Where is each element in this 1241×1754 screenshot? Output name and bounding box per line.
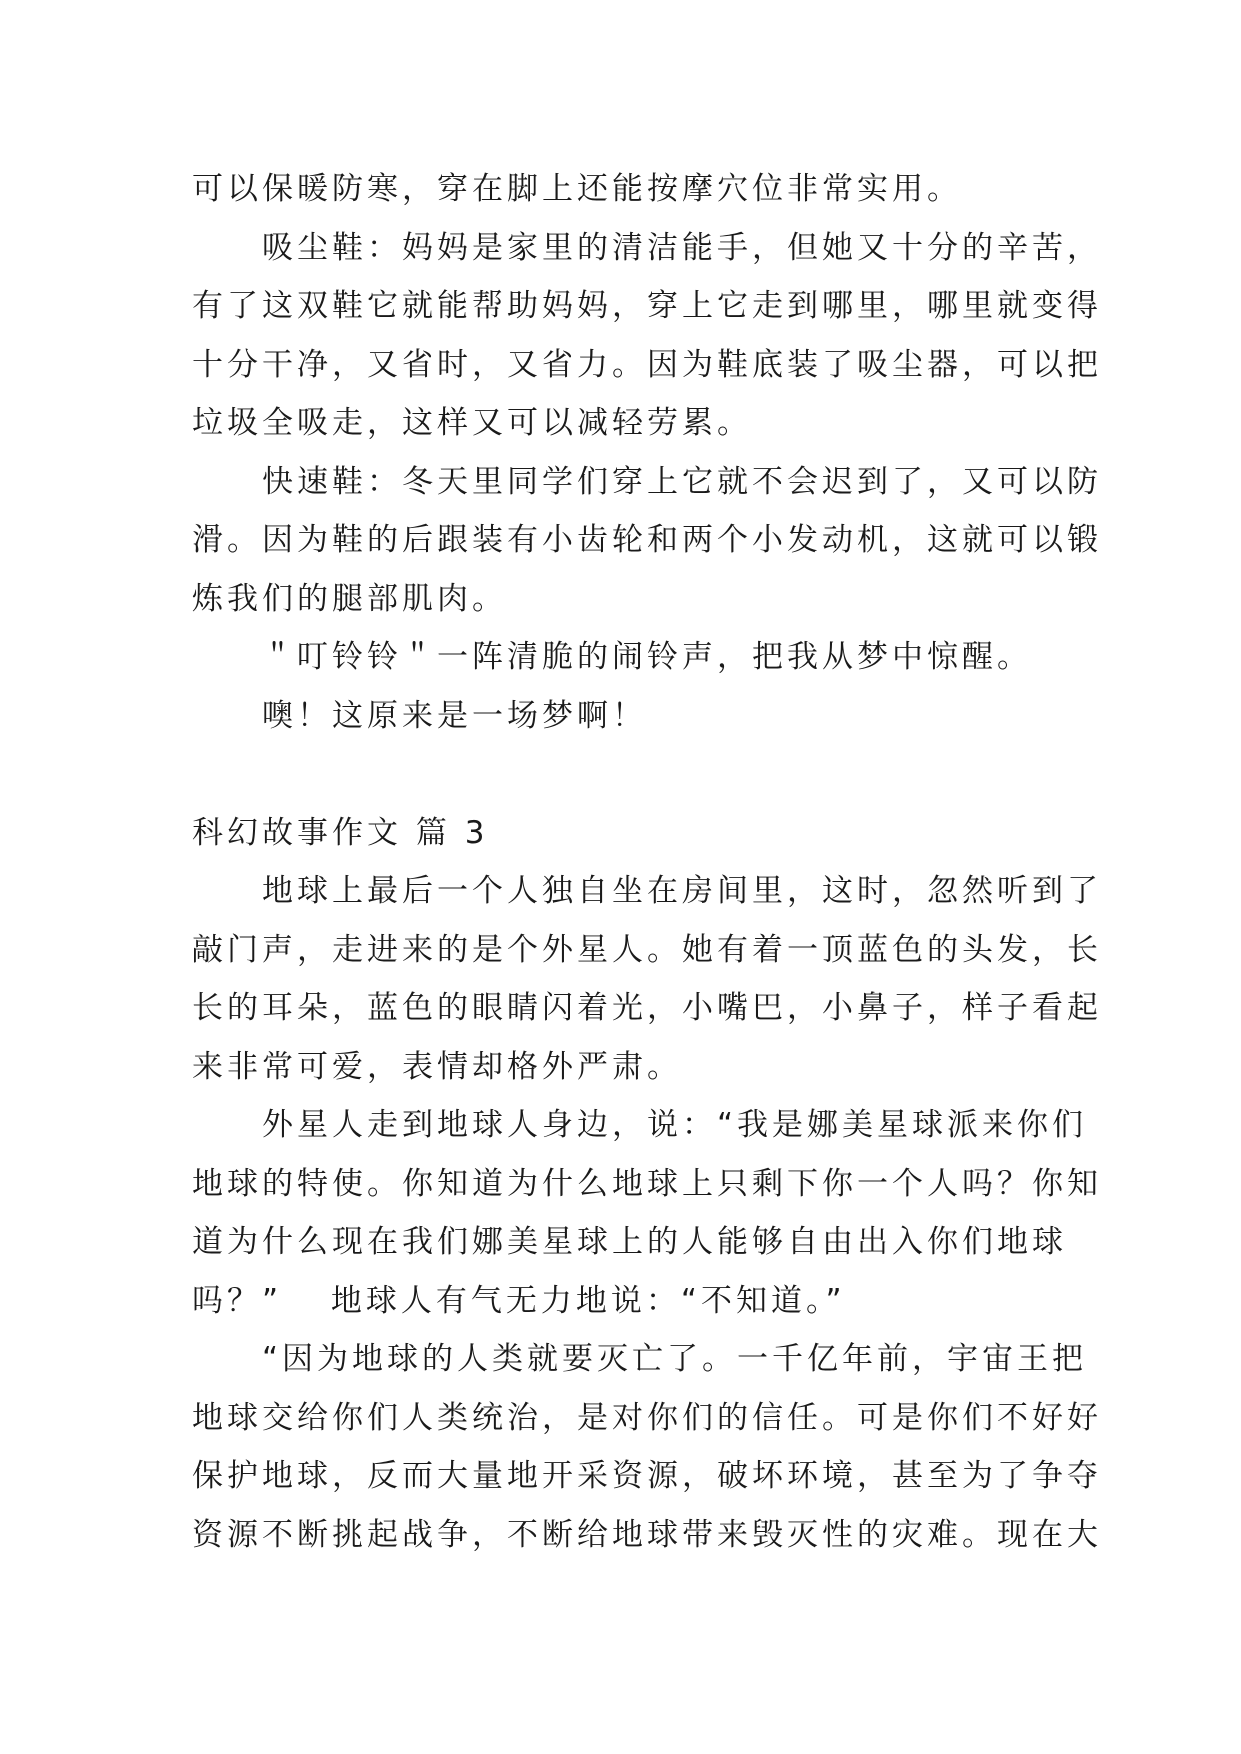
section-heading: 科幻故事作文 篇 3 [192,814,489,851]
paragraph-line: 快速鞋：冬天里同学们穿上它就不会迟到了，又可以防 [192,463,1102,500]
paragraph-line: 十分干净，又省时，又省力。因为鞋底装了吸尘器，可以把 [192,346,1102,383]
paragraph-line: “因为地球的人类就要灭亡了。一千亿年前，宇宙王把 [192,1341,1088,1377]
article-body [192,160,1102,1564]
paragraph-line: 敲门声，走进来的是个外星人。她有着一顶蓝色的头发，长 [192,931,1102,968]
paragraph-line: 吸尘鞋：妈妈是家里的清洁能手，但她又十分的辛苦， [192,229,1102,266]
blank-line [192,745,1072,804]
paragraph-line: 长的耳朵，蓝色的眼睛闪着光，小嘴巴，小鼻子，样子看起 [192,990,1102,1026]
paragraph-line: 地球交给你们人类统治，是对你们的信任。可是你们不好好 [192,1399,1102,1436]
paragraph-line: 来非常可爱，表情却格外严肃。 [192,1048,682,1085]
paragraph-line: 垃圾全吸走，这样又可以减轻劳累。 [192,405,752,441]
paragraph-line: 可以保暖防寒，穿在脚上还能按摩穴位非常实用。 [192,171,962,207]
paragraph-line: 外星人走到地球人身边，说：“我是娜美星球派来你们 [192,1107,1088,1143]
paragraph-line: 炼我们的腿部肌肉。 [192,580,507,617]
paragraph-line: 资源不断挑起战争，不断给地球带来毁灭性的灾难。现在大 [192,1516,1102,1553]
paragraph-line: 噢！这原来是一场梦啊！ [192,697,647,734]
paragraph-line: 地球上最后一个人独自坐在房间里，这时，忽然听到了 [192,873,1102,909]
paragraph-line: 滑。因为鞋的后跟装有小齿轮和两个小发动机，这就可以锻 [192,522,1102,558]
paragraph-line: 道为什么现在我们娜美星球上的人能够自由出入你们地球 [192,1224,1067,1260]
paragraph-line: ＂叮铃铃＂一阵清脆的闹铃声，把我从梦中惊醒。 [192,639,1032,675]
paragraph-line: 吗？” 地球人有气无力地说：“不知道。” [192,1282,846,1319]
paragraph-line: 保护地球，反而大量地开采资源，破坏环境，甚至为了争夺 [192,1458,1102,1494]
paragraph-line: 地球的特使。你知道为什么地球上只剩下你一个人吗？你知 [192,1165,1102,1202]
paragraph-line: 有了这双鞋它就能帮助妈妈，穿上它走到哪里，哪里就变得 [192,288,1102,324]
